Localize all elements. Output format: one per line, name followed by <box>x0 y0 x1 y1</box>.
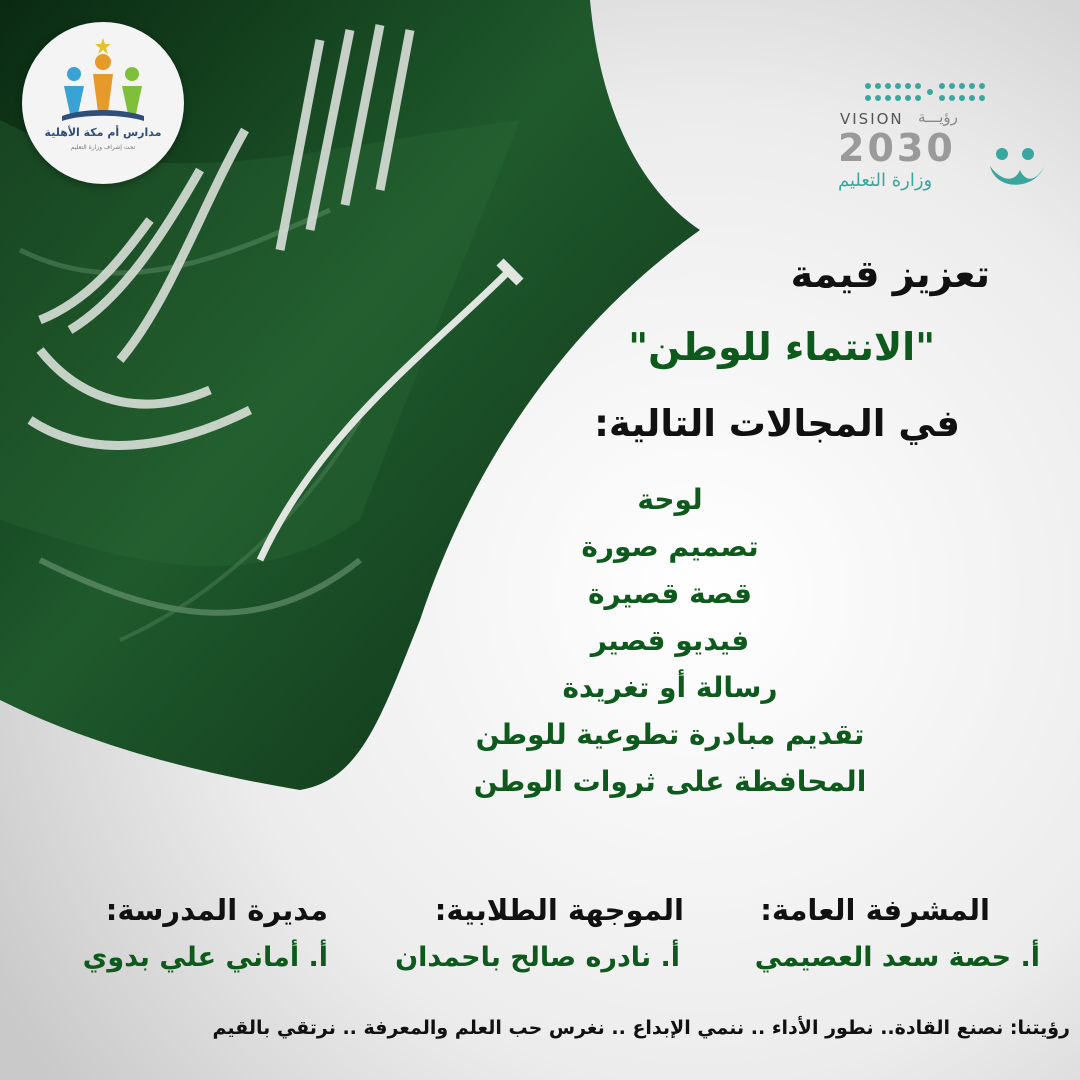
school-motto: رؤيتنا: نصنع القادة.. نطور الأداء .. ننمي الإبداع .. نغرس حب العلم والمعرفة .. نرتقي بالقيم <box>212 1017 1070 1039</box>
counselor-role: الموجهة الطلابية: <box>434 893 684 927</box>
school-name: مدارس أم مكة الأهلية <box>44 126 162 139</box>
children-emblem-icon <box>22 22 184 184</box>
list-item: تصميم صورة <box>581 530 759 563</box>
supervisor-name: أ. حصة سعد العصيمي <box>754 942 1040 973</box>
fields-list <box>410 476 930 805</box>
ministry-emblem-icon <box>980 140 1050 196</box>
fields-heading: في المجالات التالية: <box>594 402 960 445</box>
list-item: قصة قصيرة <box>588 577 752 610</box>
vision-ministry-logo <box>830 78 1060 208</box>
school-subtitle: تحت إشراف وزارة التعليم <box>70 144 136 151</box>
list-item: المحافظة على ثروات الوطن <box>473 765 867 798</box>
supervisor-role: المشرفة العامة: <box>760 893 990 927</box>
vision-label-ar: رؤيـــة <box>918 108 958 126</box>
list-item: رسالة أو تغريدة <box>562 671 778 704</box>
list-item: لوحة <box>637 483 703 516</box>
principal-name: أ. أماني علي بدوي <box>82 942 328 973</box>
poster-title: تعزيز قيمة <box>790 252 990 296</box>
counselor-name: أ. نادره صالح باحمدان <box>395 942 680 973</box>
dots-pattern-icon <box>860 78 1000 106</box>
list-item: فيديو قصير <box>590 624 750 657</box>
principal-role: مديرة المدرسة: <box>105 893 328 927</box>
ministry-name: وزارة التعليم <box>838 170 933 191</box>
vision-year: 2030 <box>838 126 956 170</box>
poster-subtitle: "الانتماء للوطن" <box>628 325 935 369</box>
school-logo <box>22 22 184 184</box>
vision-label: VISION <box>840 110 904 128</box>
list-item: تقديم مبادرة تطوعية للوطن <box>475 718 865 751</box>
